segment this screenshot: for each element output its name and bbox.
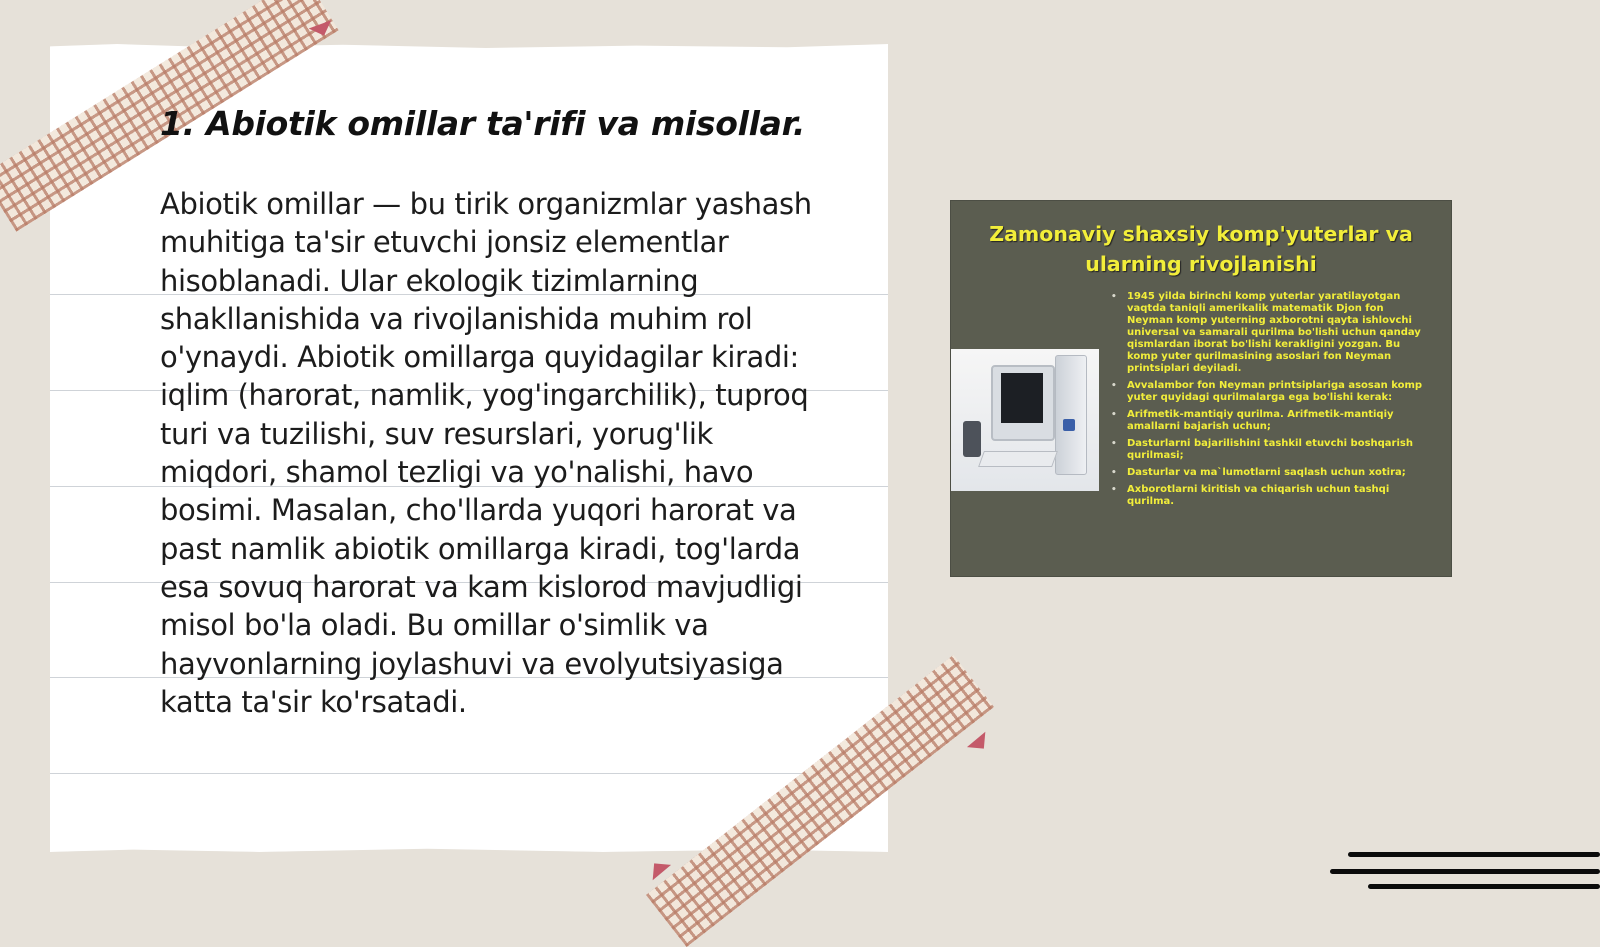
slide-bullet-item <box>1111 291 1431 375</box>
bullet-icon: • <box>1111 381 1117 391</box>
slide-bullet-text: Dasturlarni bajarilishini tashkil etuvchi boshqarish qurilmasi; <box>1127 438 1413 461</box>
decorative-stroke-line <box>1348 852 1600 857</box>
slide-bullet-text: Arifmetik-mantiqiy qurilma. Arifmetik-mantiqiy amallarni bajarish uchun; <box>1127 409 1394 432</box>
slide-bullet-item <box>1111 467 1431 479</box>
slide-title: Zamonaviy shaxsiy komp'yuterlar va ularning rivojlanishi <box>989 222 1413 276</box>
slide-bullet-item <box>1111 484 1431 508</box>
slide-bullet-text: Dasturlar va ma`lumotlarni saqlash uchun xotira; <box>1127 467 1406 478</box>
slide-bullet-list <box>1111 291 1431 513</box>
tape-tip-icon <box>645 856 671 881</box>
slide-bullet-item <box>1111 409 1431 433</box>
tower-icon <box>1055 355 1087 475</box>
body-paragraph: Abiotik omillar — bu tirik organizmlar yashash muhitiga ta'sir etuvchi jonsiz elementlar hisoblanadi. Ular ekologik tizimlarning shakllanishida va rivojlanishida muhim rol o'ynaydi. Abiotik omillarga quyidagilar kiradi: iqlim (harorat, namlik, yog'ingarchilik), tuproq turi va tuzilishi, suv resurslari, yorug'lik miqdori, shamol tezligi va yo'nalishi, havo bosimi. Masalan, cho'llarda yuqori harorat va past namlik abiotik omillarga kiradi, tog'larda esa sovuq harorat va kam kislorod mavjudligi misol bo'la oladi. Bu omillar o'simlik va hayvonlarning joylashuvi va evolyutsiyasiga katta ta'sir ko'rsatadi. <box>160 187 812 719</box>
slide-bullet-text: 1945 yilda birinchi komp yuterlar yaratilayotgan vaqtda taniqli amerikalik matematik Djon fon Neyman komp yuterning axborotni qayta ishlovchi universal va samarali qurilma bo'lishi uchun qanday qismlardan iborat bo'lishi kerakligini yozgan. Bu komp yuter qurilmasining asoslari fon Neyman printsiplari deyiladi. <box>1127 291 1421 374</box>
computer-icon <box>951 349 1099 491</box>
speaker-icon <box>963 421 981 457</box>
decorative-stroke-line <box>1330 869 1600 874</box>
embedded-slide-image <box>950 200 1452 577</box>
monitor-screen <box>1001 373 1043 423</box>
decorative-stroke-line <box>1368 884 1600 889</box>
keyboard-icon <box>978 451 1058 467</box>
bullet-icon: • <box>1111 292 1117 302</box>
page-heading: 1. Abiotik omillar ta'rifi va misollar. <box>160 104 806 143</box>
bullet-icon: • <box>1111 468 1117 478</box>
tower-logo-icon <box>1063 419 1075 431</box>
tape-tip-icon <box>967 732 993 757</box>
paper-rule-line <box>50 773 888 774</box>
slide-bullet-item <box>1111 380 1431 404</box>
slide-bullet-text: Axborotlarni kiritish va chiqarish uchun tashqi qurilma. <box>1127 484 1390 507</box>
bullet-icon: • <box>1111 410 1117 420</box>
slide-bullet-text: Avvalambor fon Neyman printsiplariga asosan komp yuter quyidagi qurilmalarga ega bo'lishi kerak: <box>1127 380 1423 403</box>
bullet-icon: • <box>1111 439 1117 449</box>
bullet-icon: • <box>1111 485 1117 495</box>
slide-bullet-item <box>1111 438 1431 462</box>
